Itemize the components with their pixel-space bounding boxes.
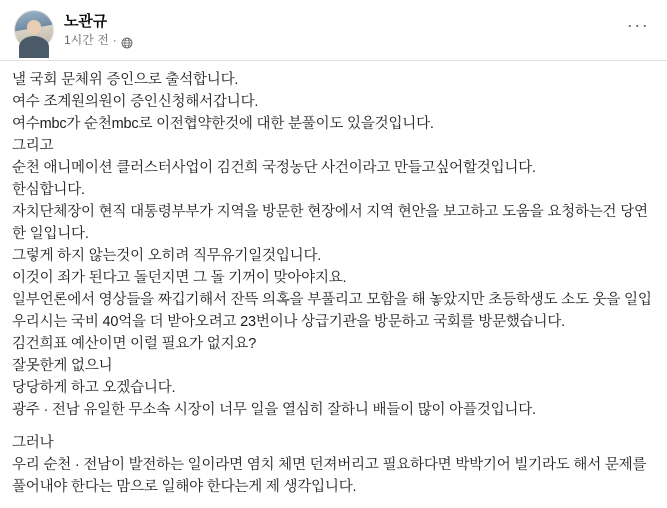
post-header-text	[64, 10, 133, 50]
post-text-line: 풀어내야 한다는 맘으로 일해야 한다는게 제 생각입니다.	[12, 479, 357, 495]
post-text-line: 이것이 죄가 된다고 돌던지면 그 돌 기꺼이 맞아야지요.	[12, 270, 347, 286]
post-text-line: 잘못한게 없으니	[12, 358, 113, 374]
post-meta	[64, 33, 133, 48]
post-text-line: 그렇게 하지 않는것이 오히려 직무유기일것입니다.	[12, 248, 322, 264]
post-text-line: 여수mbc가 순천mbc로 이전협약한것에 대한 분풀이도 있을것입니다.	[12, 116, 434, 132]
post-text-line: 당당하게 하고 오겠습니다.	[12, 380, 176, 396]
post-text-line: 김건희표 예산이면 이럴 필요가 없지요?	[12, 336, 257, 352]
author-name[interactable]: 노관규	[64, 13, 107, 30]
globe-icon	[121, 36, 133, 48]
post-timestamp[interactable]: 1시간 전	[64, 33, 109, 47]
post-text-line: 자치단체장이 현직 대통령부부가 지역을 방문한 현장에서 지역 현안을 보고하고 도움을 요청하는건 당연한 일입니다.	[12, 204, 648, 242]
post-text-line: 그러나	[12, 435, 54, 451]
post-text-line: 우리시는 국비 40억을 더 받아오려고 23번이나 상급기관을 방문하고 국회를 방문했습니다.	[12, 314, 565, 330]
post-body	[0, 61, 667, 508]
post-text-line: 그리고	[12, 138, 54, 154]
post-text-line: 일부언론에서 영상들을 짜깁기해서 잔뜩 의혹을 부풀리고 모함을 해 놓았지만 초등학생도 소도 웃을 일입	[12, 292, 652, 308]
avatar[interactable]	[14, 10, 54, 50]
post-text-blank-line	[12, 421, 655, 432]
post-text-line: 낼 국회 문체위 증인으로 출석합니다.	[12, 72, 239, 88]
more-options-icon[interactable]: ···	[626, 15, 650, 35]
post-header	[0, 0, 667, 56]
post-text-line: 광주 · 전남 유일한 무소속 시장이 너무 일을 열심히 잘하니 배들이 많이 아플것입니다.	[12, 402, 536, 418]
post-text-line: 순천 애니메이션 클러스터사업이 김건희 국정농단 사건이라고 만들고싶어할것입니다.	[12, 160, 536, 176]
post-text-line: 여수 조계원의원이 증인신청해서갑니다.	[12, 94, 259, 110]
post-text-line: 우리 순천 · 전남이 발전하는 일이라면 염치 체면 던져버리고 필요하다면 박박기어 빌기라도 해서 문제를	[12, 457, 647, 473]
meta-separator: ·	[112, 33, 117, 47]
post-text-line: 한심합니다.	[12, 182, 85, 198]
